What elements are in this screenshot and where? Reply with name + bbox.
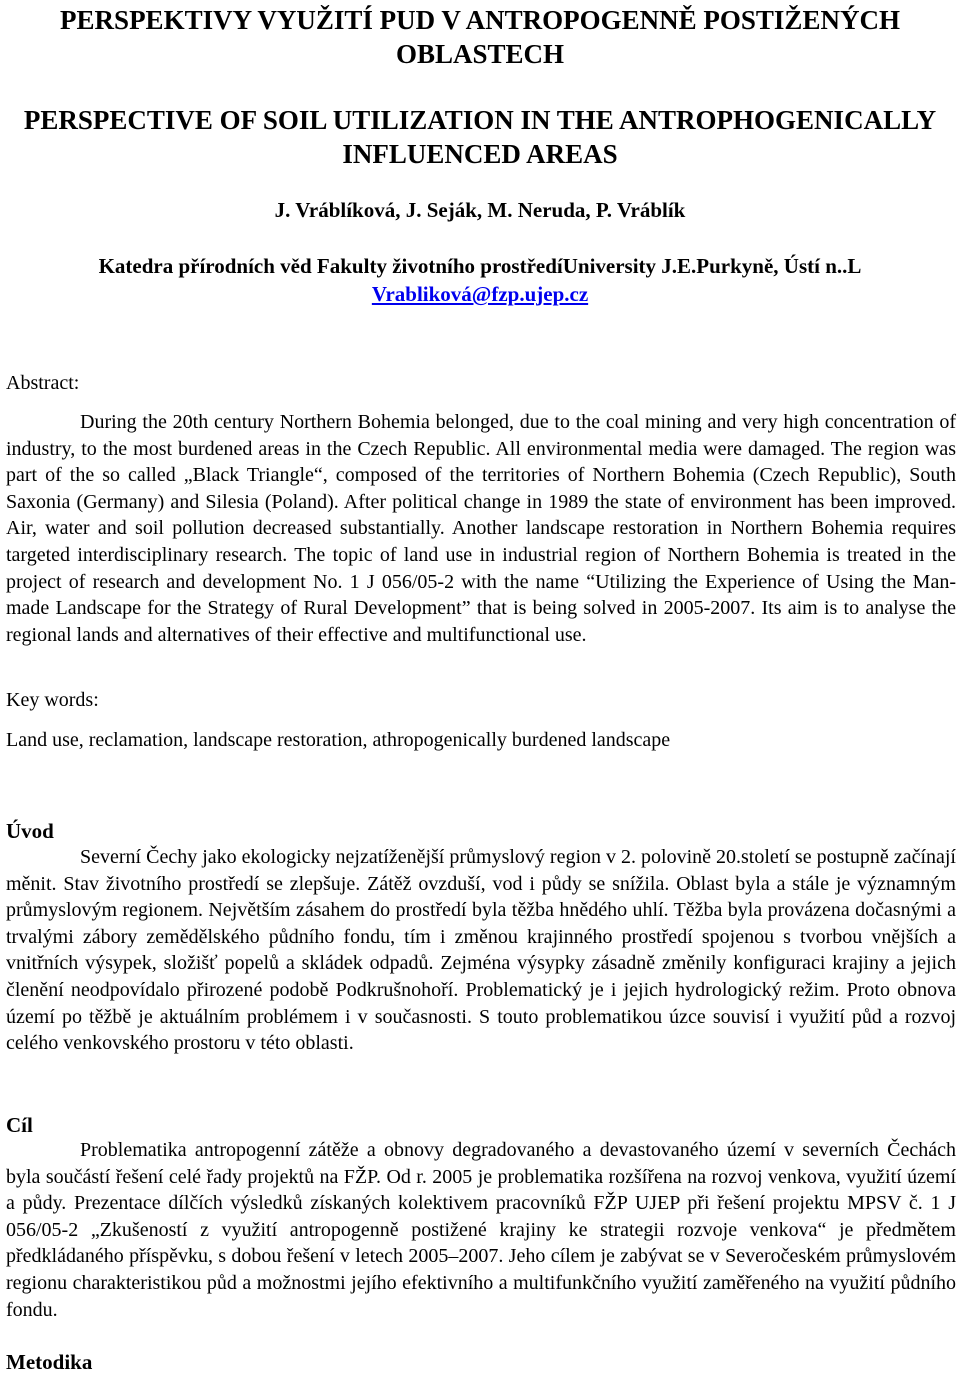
- affiliation: Katedra přírodních věd Fakulty životního prostředíUniversity J.E.Purkyně, Ústí n..L: [98, 254, 862, 278]
- section-heading-intro: Úvod: [6, 819, 54, 843]
- title-english: PERSPECTIVE OF SOIL UTILIZATION IN THE ANTROPHOGENICALLY INFLUENCED AREAS: [23, 105, 937, 169]
- section-heading-method: Metodika: [6, 1350, 93, 1374]
- email-link[interactable]: Vrabliková@fzp.ujep.cz: [371, 282, 589, 306]
- abstract-text: During the 20th century Northern Bohemia belonged, due to the coal mining and very high concentration of industry, to the most burdened areas in the Czech Republic. All environmental media were damaged. The region was part of the so called „Black Triangle“, composed of the territories of Northern Bohemia (Czech Republic), South Saxonia (Germany) and Silesia (Poland). After political change in 1989 the state of environment has been improved. Air, water and soil pollution decreased substantially. Another landscape restoration in Northern Bohemia requires targeted interdisciplinary research. The topic of land use in industrial region of Northern Bohemia is treated in the project of research and development No. 1 J 056/05-2 with the name “Utilizing the Experience of Using the Man-made Landscape for the Strategy of Rural Development” that is being solved in 2005-2007. Its aim is to analyse the regional lands and alternatives of their effective and multifunctional use.: [6, 411, 956, 646]
- keywords-label: Key words:: [6, 689, 99, 711]
- title-czech: PERSPEKTIVY VYUŽITÍ PUD V ANTROPOGENNĚ POSTIŽENÝCH OBLASTECH: [60, 5, 900, 69]
- section-goal-text: Problematika antropogenní zátěže a obnovy degradovaného a devastovaného území v severních Čechách byla součástí řešení celé řady projektů na FŽP. Od r. 2005 je problematika rozšířena na rozvoj venkova, využití území a půdy. Prezentace dílčích výsledků získaných kolektivem pracovníků FŽP UJEP při řešení projektu MPSV č. 1 J 056/05-2 „Zkušeností z využití antropogenně postižené krajiny ke strategii rozvoje venkova“ je předmětem předkládaného příspěvku, s dobou řešení v letech 2005–2007. Jeho cílem je zabývat se v Severočeském průmyslovém regionu charakteristikou půd a možnostmi jejího efektivního a multifunkčního využití zaměřeného na využití půdního fondu.: [6, 1139, 956, 1321]
- section-intro-text: Severní Čechy jako ekologicky nejzatíženější průmyslový region v 2. polovině 20.století se postupně začínají měnit. Stav životního prostředí se zlepšuje. Zátěž ovzduší, vod i půdy se snížila. Oblast byla a stále je významným průmyslovým regionem. Největším zásahem do prostředí byla těžba hnědého uhlí. Těžba byla provázena dočasnými a trvalými zábory zemědělského půdního fondu, tím i změnou krajinného prostředí spojenou s tvorbou vnějších a vnitřních výsypek, složišť popelů a skládek odpadů. Zejména výsypky zásadně změnily konfiguraci krajiny a jejich členění neodpovídalo přirozené podobě Podkrušnohoří. Problematický je i jejich hydrologický režim. Proto obnova území po těžbě je aktuálním problémem i v současnosti. S touto problematikou úzce souvisí i využití půd a rozvoj celého venkovského prostoru v této oblasti.: [6, 846, 956, 1055]
- affiliation-block: [0, 252, 960, 308]
- abstract-label: Abstract:: [6, 372, 80, 394]
- keywords-text: Land use, reclamation, landscape restoration, athropogenically burdened landscape: [6, 729, 671, 751]
- section-heading-goal: Cíl: [6, 1113, 33, 1137]
- authors: J. Vráblíková, J. Seják, M. Neruda, P. Vráblík: [274, 198, 686, 222]
